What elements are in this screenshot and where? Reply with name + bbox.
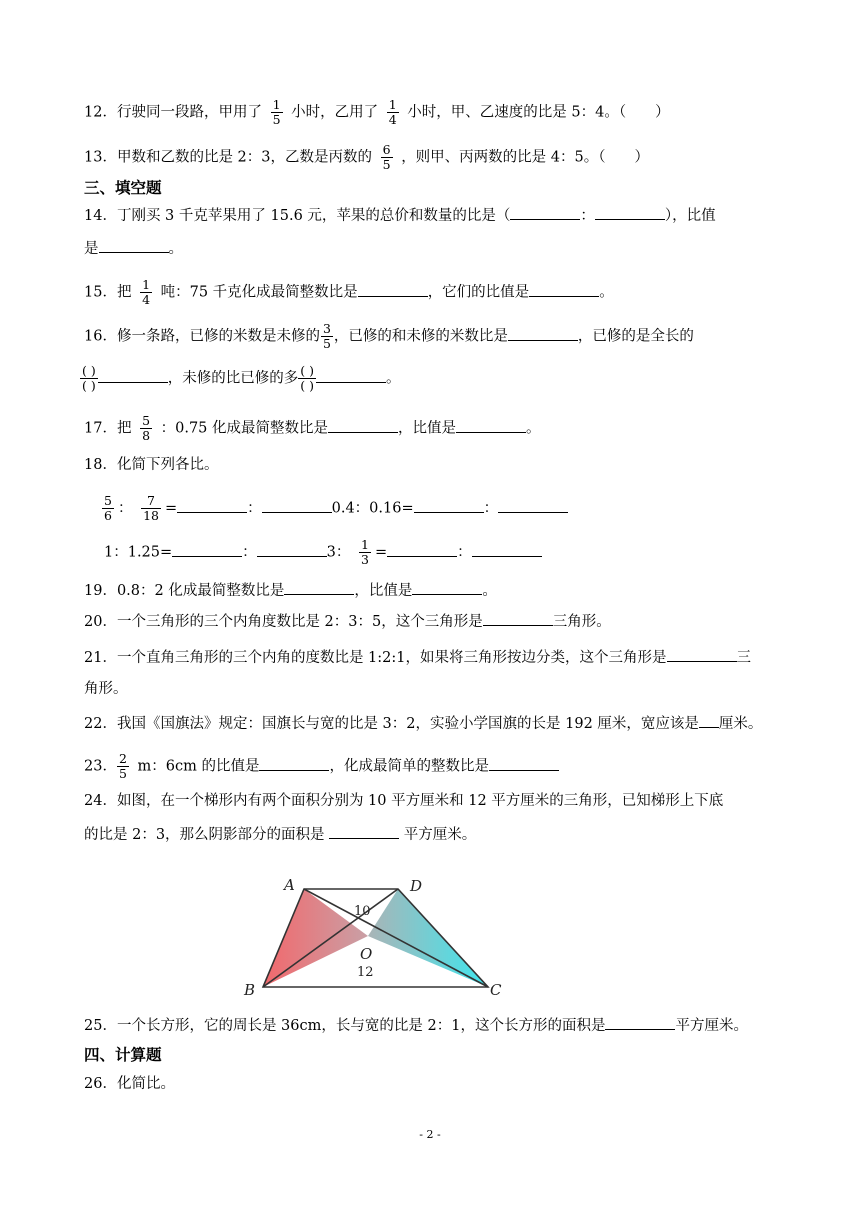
question-22: 22．我国《国旗法》规定：国旗长与宽的比是 3：2，实验小学国旗的长是 192 厘米，宽应该是 厘米。 <box>84 713 762 734</box>
question-23: 23． $\frac{2}{5}$ m：6cm 的比值是 ，化成最简单的整数比是 <box>84 752 559 781</box>
answer-blank[interactable] <box>98 368 168 383</box>
answer-blank[interactable] <box>699 713 719 728</box>
label-area-10: 10 <box>354 904 371 919</box>
question-21-cont: 角形。 <box>84 681 128 697</box>
answer-blank[interactable] <box>262 498 332 513</box>
answer-blank[interactable] <box>508 326 578 341</box>
answer-blank[interactable] <box>177 498 247 513</box>
label-B: B <box>244 981 256 999</box>
question-16: 16．修一条路，已修的米数是未修的 $\frac{3}{5}$ ，已修的和未修的米数比是 ，已修的是全长的 <box>84 321 694 351</box>
label-A: A <box>284 876 295 894</box>
answer-blank[interactable] <box>667 647 737 662</box>
label-O: O <box>360 945 373 963</box>
answer-blank[interactable] <box>358 282 428 297</box>
answer-blank[interactable] <box>414 498 484 513</box>
answer-blank[interactable] <box>483 611 553 626</box>
question-18-row-1: $\frac{5}{6}$ ： $\frac{7}{18}$ = ： 0.4：0.16= ： <box>98 494 568 523</box>
question-15: 15．把 $\frac{1}{4}$ 吨：75 千克化成最简整数比是 ，它们的比值是 。 <box>84 277 614 307</box>
answer-blank[interactable] <box>510 205 580 220</box>
answer-blank[interactable] <box>489 756 559 771</box>
section-4-heading: 四、计算题 <box>84 1046 162 1064</box>
question-20: 20．一个三角形的三个内角度数比是 2：3：5，这个三角形是 三角形。 <box>84 611 611 632</box>
question-18: 18．化简下列各比。 <box>84 457 219 473</box>
answer-blank[interactable] <box>257 542 327 557</box>
answer-blank[interactable] <box>387 542 457 557</box>
answer-blank[interactable] <box>172 542 242 557</box>
answer-blank[interactable] <box>316 368 386 383</box>
answer-blank[interactable] <box>498 498 568 513</box>
question-26: 26．化简比。 <box>84 1076 175 1092</box>
label-C: C <box>490 981 502 999</box>
answer-blank[interactable] <box>529 282 599 297</box>
trapezoid-figure <box>236 870 526 1000</box>
shaded-triangle-right <box>368 889 488 987</box>
answer-blank[interactable] <box>456 418 526 433</box>
question-17: 17．把 $\frac{5}{8}$ ：0.75 化成最简整数比是 ，比值是 。 <box>84 413 541 443</box>
answer-blank[interactable] <box>99 238 169 253</box>
question-24-cont: 的比是 2：3，那么阴影部分的面积是 平方厘米。 <box>84 824 476 845</box>
answer-blank[interactable] <box>329 824 399 839</box>
question-14-cont: 是 。 <box>84 238 183 259</box>
question-12: 12．行驶同一段路，甲用了 $\frac{1}{5}$ 小时，乙用了 $\frac{1}{4}$ 小时，甲、乙速度的比是 5：4。（ ） <box>84 97 670 127</box>
label-area-12: 12 <box>357 965 374 980</box>
label-D: D <box>410 877 423 895</box>
question-24: 24．如图，在一个梯形内有两个面积分别为 10 平方厘米和 12 平方厘米的三角形，已知梯形上下底 <box>84 793 724 809</box>
section-3-heading: 三、填空题 <box>84 179 162 197</box>
question-16-cont: ( ) ( ) ，未修的比已修的多 ( ) ( ) 。 <box>82 363 401 393</box>
question-25: 25．一个长方形，它的周长是 36cm，长与宽的比是 2：1，这个长方形的面积是 平方厘米。 <box>84 1015 748 1036</box>
page-number: - 2 - <box>419 1128 441 1141</box>
answer-blank[interactable] <box>328 418 398 433</box>
question-18-row-2: 1：1.25= ： 3： $\frac{1}{3}$ = ： <box>104 538 542 567</box>
answer-blank[interactable] <box>605 1015 675 1030</box>
question-13: 13．甲数和乙数的比是 2：3，乙数是丙数的 $\frac{6}{5}$ ，则甲、丙两数的比是 4：5。（ ） <box>84 142 649 172</box>
answer-blank[interactable] <box>472 542 542 557</box>
answer-blank[interactable] <box>284 580 354 595</box>
answer-blank[interactable] <box>412 580 482 595</box>
question-14: 14．丁刚买 3 千克苹果用了 15.6 元，苹果的总价和数量的比是（ ： ），比值 <box>84 205 716 226</box>
answer-blank[interactable] <box>595 205 665 220</box>
question-19: 19．0.8：2 化成最简整数比是 ，比值是 。 <box>84 580 497 601</box>
shaded-triangle-left <box>263 889 368 987</box>
answer-blank[interactable] <box>259 756 329 771</box>
question-21: 21．一个直角三角形的三个内角的度数比是 1:2:1，如果将三角形按边分类，这个三角形是 三 <box>84 647 751 668</box>
